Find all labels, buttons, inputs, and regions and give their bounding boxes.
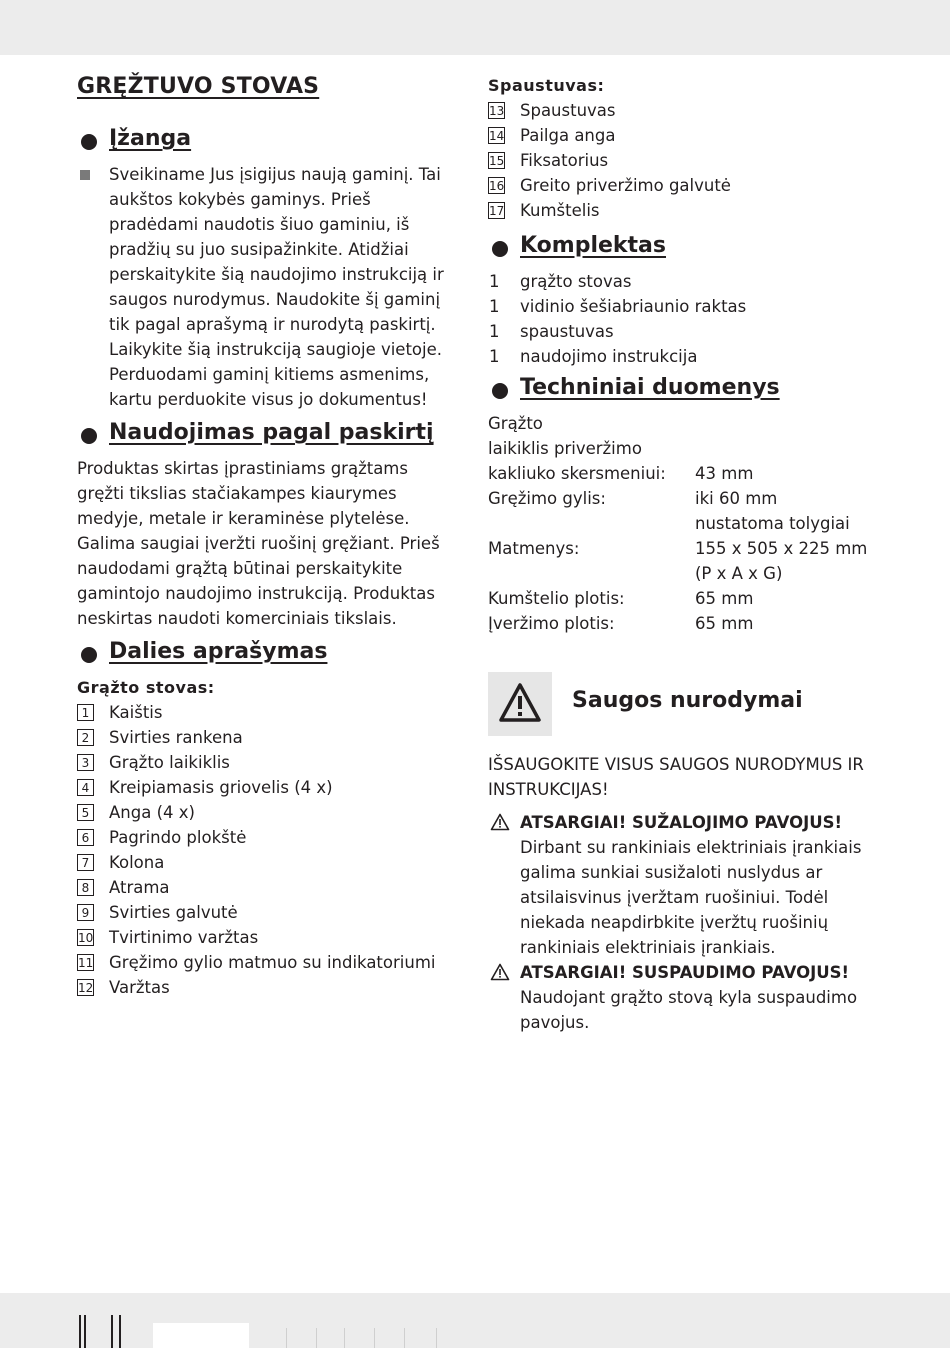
- spec-label: kakliuko skersmeniui:: [488, 464, 666, 483]
- spec-row: [488, 461, 888, 486]
- bullet-icon: [81, 428, 97, 444]
- list-item: [77, 700, 457, 725]
- part-label: Pagrindo plokštė: [109, 828, 247, 847]
- spec-value: iki 60 mm: [695, 489, 778, 508]
- safety-heading-box: [488, 672, 888, 738]
- warning-injury: [488, 810, 888, 960]
- parts-list: [77, 700, 457, 1000]
- spec-row: [488, 511, 888, 536]
- list-item: [488, 148, 888, 173]
- part-label: Svirties galvutė: [109, 903, 238, 922]
- safety-heading-text: Saugos nurodymai: [572, 688, 803, 713]
- part-label: Pailga anga: [520, 126, 616, 145]
- part-number-box: 4: [77, 779, 94, 796]
- warning-small-icon: [490, 963, 510, 981]
- part-label: Kumštelis: [520, 201, 600, 220]
- list-item: [77, 975, 457, 1000]
- part-number-box: 7: [77, 854, 94, 871]
- spec-value: nustatoma tolygiai: [695, 514, 850, 533]
- usage-text: Produktas skirtas įprastiniams grąžtams gręžti tikslias stačiakampes kiaurymes medyje, metale ir keraminėse plytelėse. Galima saugiai įveržti ruošinį gręžiant. Prieš naudodami grąžtą būtinai perskaitykite gamintojo naudojimo instrukciją. Produktas neskirtas naudoti komerciniais tikslais.: [77, 459, 440, 628]
- part-label: Anga (4 x): [109, 803, 195, 822]
- spec-row: [488, 586, 888, 611]
- part-label: Varžtas: [109, 978, 170, 997]
- tech-specs-list: [488, 411, 888, 636]
- part-number-box: 2: [77, 729, 94, 746]
- spec-label: Matmenys:: [488, 539, 580, 558]
- intro-block: [77, 162, 457, 412]
- list-item: [77, 850, 457, 875]
- part-label: Kreipiamasis griovelis (4 x): [109, 778, 333, 797]
- part-label: Atrama: [109, 878, 170, 897]
- intro-heading-text: Įžanga: [109, 126, 192, 151]
- usage-heading-text: Naudojimas pagal paskirtį: [109, 420, 434, 445]
- part-number-box: 5: [77, 804, 94, 821]
- warning-triangle-icon: [488, 672, 552, 736]
- part-number-box: 9: [77, 904, 94, 921]
- kit-qty: 1: [489, 272, 500, 291]
- kit-label: spaustuvas: [520, 322, 614, 341]
- spec-label: Grąžto: [488, 414, 543, 433]
- bullet-icon: [492, 241, 508, 257]
- warning-text: Naudojant grąžto stovą kyla suspaudimo pavojus.: [520, 988, 858, 1032]
- warning-text: Dirbant su rankiniais elektriniais įrankiais galima sunkiai susižaloti nuslydus ar atsilaisvinus įveržtam ruošiniui. Todėl niekada neapdirbkite įveržtų ruošinių rankiniais elektriniais įrankiais.: [520, 838, 862, 957]
- list-item: [488, 294, 888, 319]
- spec-row: [488, 411, 888, 436]
- part-label: Svirties rankena: [109, 728, 243, 747]
- part-label: Greito priveržimo galvutė: [520, 176, 731, 195]
- bullet-icon: [492, 383, 508, 399]
- list-item: [77, 800, 457, 825]
- part-label: Tvirtinimo varžtas: [109, 928, 259, 947]
- list-item: [488, 269, 888, 294]
- part-number-box: 17: [489, 204, 505, 218]
- spec-value: 65 mm: [695, 589, 754, 608]
- list-item: [77, 775, 457, 800]
- list-item: [77, 750, 457, 775]
- spec-row: [488, 436, 888, 461]
- part-number-box: 1: [77, 704, 94, 721]
- section-kit-heading: [488, 231, 888, 269]
- intro-text: Sveikiname Jus įsigijus naują gaminį. Tai aukštos kokybės gaminys. Prieš pradėdami naudotis šiuo gaminiu, iš pradžių su juo susipažinkite. Atidžiai perskaitykite šią naudojimo instrukciją ir saugos nurodymus. Naudokite šį gaminį tik pagal aprašymą ir nurodytą paskirtį. Laikykite šią instrukciją saugioje vietoje. Perduodami gaminį kitiems asmenims, kartu perduokite visus jo dokumentus!: [109, 165, 444, 409]
- bullet-icon: [81, 134, 97, 150]
- clamp-parts-list: [488, 98, 888, 223]
- list-item: [77, 900, 457, 925]
- spec-value: (P x A x G): [695, 564, 783, 583]
- section-usage-heading: [77, 418, 457, 456]
- part-number-box: 12: [78, 981, 94, 995]
- list-item: [77, 950, 457, 975]
- kit-label: vidinio šešiabriaunio raktas: [520, 297, 747, 316]
- warning-small-icon: [490, 813, 510, 831]
- section-intro-heading: [77, 124, 457, 162]
- footer-white-box: [153, 1323, 249, 1348]
- spec-row: [488, 536, 888, 561]
- spec-label: Gręžimo gylis:: [488, 489, 606, 508]
- spec-label: laikiklis priveržimo: [488, 439, 642, 458]
- page-title: GRĘŽTUVO STOVAS: [77, 74, 320, 99]
- part-number-box: 3: [77, 754, 94, 771]
- part-label: Gręžimo gylio matmuo su indikatoriumi: [109, 953, 436, 972]
- kit-label: grąžto stovas: [520, 272, 632, 291]
- spec-row: [488, 486, 888, 511]
- warning-title: ATSARGIAI! SUSPAUDIMO PAVOJUS!: [520, 963, 850, 982]
- parts-heading-text: Dalies aprašymas: [109, 639, 328, 664]
- list-item: [77, 925, 457, 950]
- kit-label: naudojimo instrukcija: [520, 347, 698, 366]
- spec-label: Įveržimo plotis:: [488, 614, 615, 633]
- part-number-box: 6: [77, 829, 94, 846]
- keep-instructions-text: IŠSAUGOKITE VISUS SAUGOS NURODYMUS IR INSTRUKCIJAS!: [488, 755, 864, 799]
- left-column: [77, 70, 457, 1000]
- list-item: [488, 98, 888, 123]
- kit-qty: 1: [489, 322, 500, 341]
- right-column: [488, 73, 888, 1035]
- part-number-box: 16: [489, 179, 505, 193]
- spec-value: 65 mm: [695, 614, 754, 633]
- list-item: [488, 173, 888, 198]
- part-number-box: 13: [489, 104, 505, 118]
- kit-qty: 1: [489, 347, 500, 366]
- section-tech-heading: [488, 373, 888, 411]
- spec-value: 155 x 505 x 225 mm: [695, 539, 868, 558]
- list-item: [77, 825, 457, 850]
- list-item: [77, 725, 457, 750]
- spec-row: [488, 611, 888, 636]
- part-number-box: 8: [77, 879, 94, 896]
- part-label: Spaustuvas: [520, 101, 616, 120]
- list-item: [488, 319, 888, 344]
- part-label: Kaištis: [109, 703, 163, 722]
- parts-subheading: Grąžto stovas:: [77, 678, 215, 697]
- part-label: Kolona: [109, 853, 165, 872]
- part-number-box: 15: [489, 154, 505, 168]
- footer-band: [0, 1293, 950, 1348]
- footer-ticks: [286, 1328, 446, 1348]
- list-item: [77, 875, 457, 900]
- spec-row: [488, 561, 888, 586]
- warning-title: ATSARGIAI! SUŽALOJIMO PAVOJUS!: [520, 813, 843, 832]
- part-label: Grąžto laikiklis: [109, 753, 230, 772]
- warning-pinch: [488, 960, 888, 1035]
- spec-label: Kumštelio plotis:: [488, 589, 625, 608]
- spec-value: 43 mm: [695, 464, 754, 483]
- kit-list: [488, 269, 888, 369]
- kit-qty: 1: [489, 297, 500, 316]
- part-number-box: 14: [489, 129, 505, 143]
- list-item: [488, 123, 888, 148]
- list-item: [488, 198, 888, 223]
- kit-heading-text: Komplektas: [520, 233, 666, 258]
- section-parts-heading: [77, 637, 457, 675]
- list-item: [488, 344, 888, 369]
- part-number-box: 10: [78, 931, 94, 945]
- tech-heading-text: Techniniai duomenys: [520, 375, 780, 400]
- bullet-icon: [81, 647, 97, 663]
- clamp-subheading: Spaustuvas:: [488, 76, 605, 95]
- square-bullet-icon: [80, 170, 90, 180]
- footer-marker: [75, 1315, 130, 1348]
- header-band: [0, 0, 950, 55]
- part-number-box: 11: [78, 956, 94, 970]
- part-label: Fiksatorius: [520, 151, 609, 170]
